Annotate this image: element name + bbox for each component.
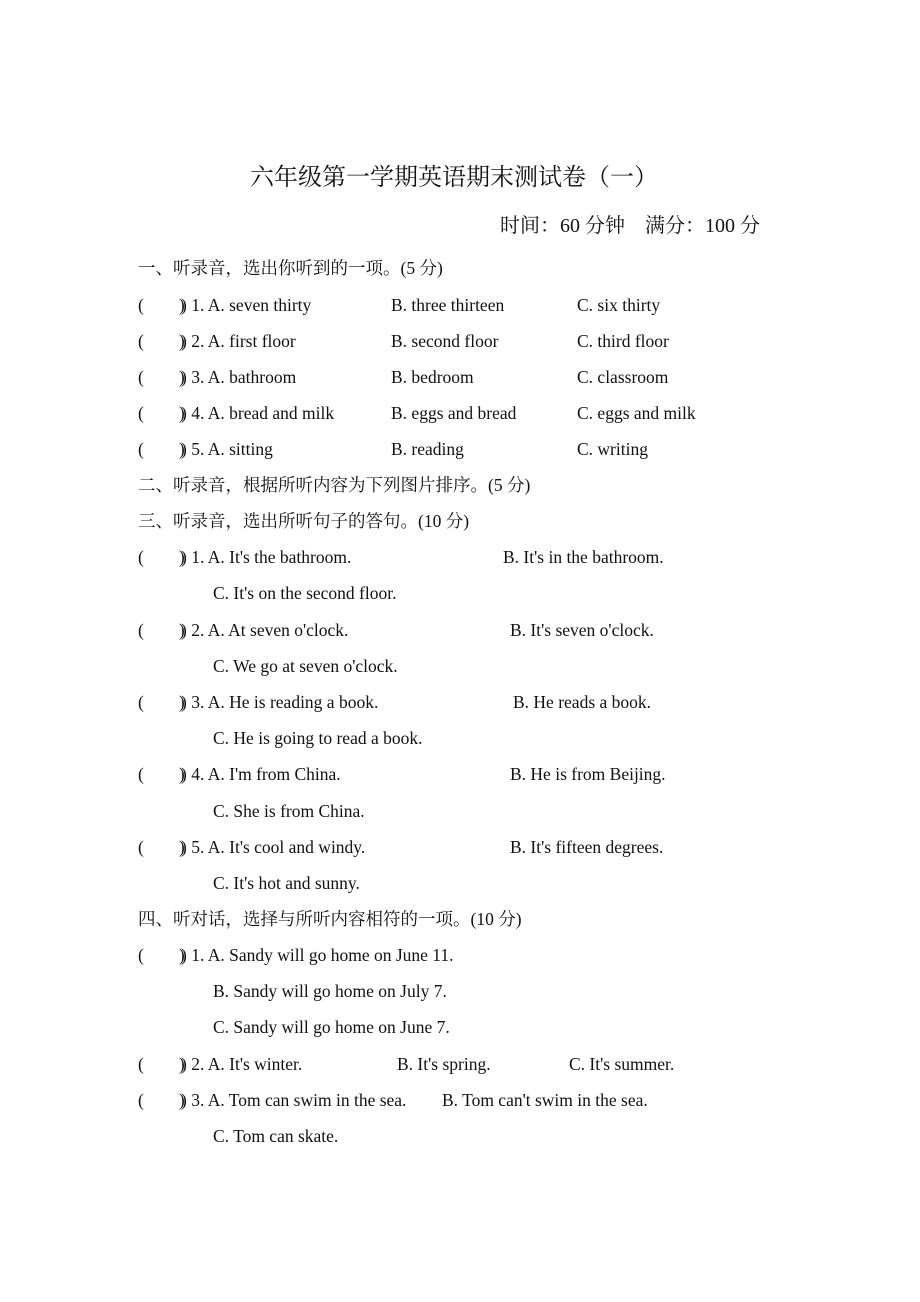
question-paren: ( )	[138, 367, 185, 387]
question-option-a: ) 2. A. It's winter.	[181, 1054, 303, 1074]
question-option-a: ) 1. A. Sandy will go home on June 11.	[181, 945, 454, 965]
question-option-a: ) 4. A. bread and milk	[181, 403, 335, 423]
question-option-c: C. We go at seven o'clock.	[213, 656, 398, 676]
question-paren: ( )	[138, 1090, 185, 1110]
question-option-c: C. It's on the second floor.	[213, 583, 397, 603]
question-option-c: C. eggs and milk	[577, 403, 696, 423]
question-option-b: B. bedroom	[391, 367, 474, 387]
question-paren: ( )	[138, 764, 185, 784]
question-option-b: B. It's spring.	[397, 1054, 491, 1074]
question-option-b: B. reading	[391, 439, 464, 459]
question-paren: ( )	[138, 547, 185, 567]
question-paren: ( )	[138, 439, 185, 459]
question-option-a: ) 3. A. He is reading a book.	[181, 692, 379, 712]
section-2-heading: 二、听录音，根据所听内容为下列图片排序。(5 分)	[138, 475, 531, 495]
question-paren: ( )	[138, 692, 185, 712]
question-paren: ( )	[138, 403, 185, 423]
question-option-b: B. eggs and bread	[391, 403, 517, 423]
question-option-c: C. She is from China.	[213, 801, 365, 821]
question-option-a: ) 2. A. At seven o'clock.	[181, 620, 349, 640]
question-paren: ( )	[138, 837, 185, 857]
question-paren: ( )	[138, 620, 185, 640]
question-option-a: ) 3. A. Tom can swim in the sea.	[181, 1090, 407, 1110]
question-option-b: B. It's fifteen degrees.	[510, 837, 664, 857]
section-3-heading: 三、听录音，选出所听句子的答句。(10 分)	[138, 511, 470, 531]
section-1-heading: 一、听录音，选出你听到的一项。(5 分)	[138, 258, 443, 278]
question-option-b: B. Sandy will go home on July 7.	[213, 981, 447, 1001]
question-option-a: ) 5. A. It's cool and windy.	[181, 837, 366, 857]
question-option-b: B. It's seven o'clock.	[510, 620, 654, 640]
question-option-b: B. It's in the bathroom.	[503, 547, 664, 567]
question-paren: ( )	[138, 1054, 185, 1074]
question-option-c: C. Tom can skate.	[213, 1126, 339, 1146]
question-option-a: ) 1. A. seven thirty	[181, 295, 312, 315]
question-option-c: C. six thirty	[577, 295, 661, 315]
question-paren: ( )	[138, 331, 185, 351]
question-option-b: B. He reads a book.	[513, 692, 652, 712]
question-option-c: C. It's summer.	[569, 1054, 675, 1074]
question-option-b: B. He is from Beijing.	[510, 764, 666, 784]
question-option-b: B. second floor	[391, 331, 499, 351]
section-4-heading: 四、听对话，选择与所听内容相符的一项。(10 分)	[138, 909, 522, 929]
question-option-a: ) 2. A. first floor	[181, 331, 296, 351]
page-title: 六年级第一学期英语期末测试卷（一）	[250, 165, 658, 191]
question-option-a: ) 5. A. sitting	[181, 439, 273, 459]
question-paren: ( )	[138, 945, 185, 965]
question-option-c: C. He is going to read a book.	[213, 728, 423, 748]
question-option-b: B. three thirteen	[391, 295, 505, 315]
question-option-c: C. Sandy will go home on June 7.	[213, 1017, 450, 1037]
question-option-a: ) 3. A. bathroom	[181, 367, 297, 387]
question-option-a: ) 4. A. I'm from China.	[181, 764, 341, 784]
question-option-c: C. classroom	[577, 367, 669, 387]
time-info: 时间：60 分钟 满分：100 分	[500, 215, 760, 237]
question-option-a: ) 1. A. It's the bathroom.	[181, 547, 352, 567]
question-option-c: C. writing	[577, 439, 648, 459]
question-option-c: C. third floor	[577, 331, 669, 351]
question-option-c: C. It's hot and sunny.	[213, 873, 360, 893]
question-option-b: B. Tom can't swim in the sea.	[442, 1090, 648, 1110]
question-paren: ( )	[138, 295, 185, 315]
